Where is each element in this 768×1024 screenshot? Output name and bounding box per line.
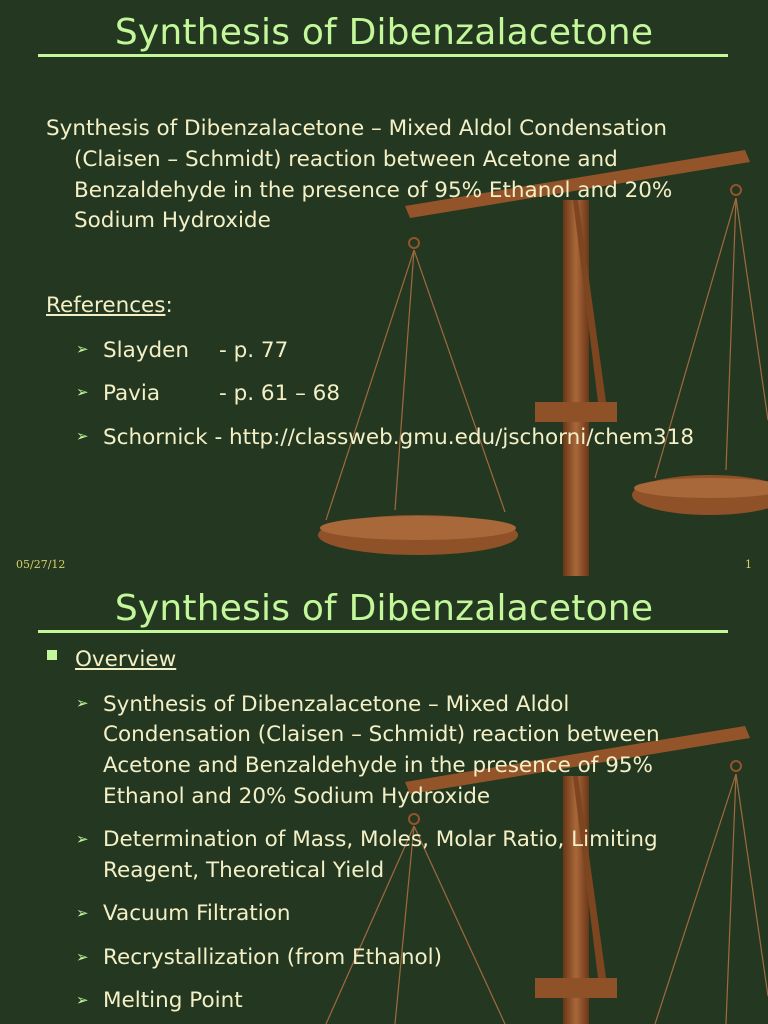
arrow-bullet-icon: ➢ [76,383,89,401]
arrow-bullet-icon: ➢ [76,830,89,848]
overview-item-1-line-2: Condensation (Claisen – Schmidt) reaction between [103,722,660,747]
arrow-bullet-icon: ➢ [76,340,89,358]
slide-2 [0,576,768,1024]
arrow-bullet-icon: ➢ [76,991,89,1009]
reference-item [103,422,694,453]
intro-line-4: Sodium Hydroxide [74,208,271,233]
overview-item-1-line-3: Acetone and Benzaldehyde in the presence of 95% [103,753,653,778]
intro-line-3: Benzaldehyde in the presence of 95% Ethanol and 20% [74,178,673,203]
reference-name: Pavia [103,381,161,406]
arrow-bullet-icon: ➢ [76,427,89,445]
reference-detail: - p. 61 – 68 [219,381,341,406]
intro-line-2: (Claisen – Schmidt) reaction between Acetone and [74,147,618,172]
title-underline [38,630,728,633]
overview-item-2-line-2: Reagent, Theoretical Yield [103,858,385,883]
arrow-bullet-icon: ➢ [76,948,89,966]
arrow-bullet-icon: ➢ [76,904,89,922]
arrow-bullet-icon: ➢ [76,694,89,712]
overview-item-2-line-1: Determination of Mass, Moles, Molar Ratio, Limiting [103,827,658,852]
overview-item-1-line-4: Ethanol and 20% Sodium Hydroxide [103,784,491,809]
intro-line-1: Synthesis of Dibenzalacetone – Mixed Aldol Condensation [46,116,668,141]
reference-name: Schornick [103,425,208,450]
references-label: References [46,293,166,318]
title-underline [38,54,728,57]
overview-item-4: Recrystallization (from Ethanol) [103,945,443,970]
reference-detail: - http://classweb.gmu.edu/jschorni/chem318 [214,425,695,450]
overview-item-1-line-1: Synthesis of Dibenzalacetone – Mixed Aldol [103,692,570,717]
slide-title: Synthesis of Dibenzalacetone [114,12,654,53]
reference-item [103,335,288,366]
reference-item [103,378,340,409]
overview-item-3: Vacuum Filtration [103,901,291,926]
references-colon: : [165,293,173,318]
square-bullet-icon [47,650,57,660]
slide-date: 05/27/12 [16,558,66,571]
slide-title: Synthesis of Dibenzalacetone [114,588,654,629]
overview-label: Overview [75,647,177,672]
reference-detail: - p. 77 [219,338,289,363]
references-heading [46,290,173,321]
slide-number: 1 [745,558,752,571]
overview-item-5: Melting Point [103,988,243,1013]
reference-name: Slayden [103,338,190,363]
